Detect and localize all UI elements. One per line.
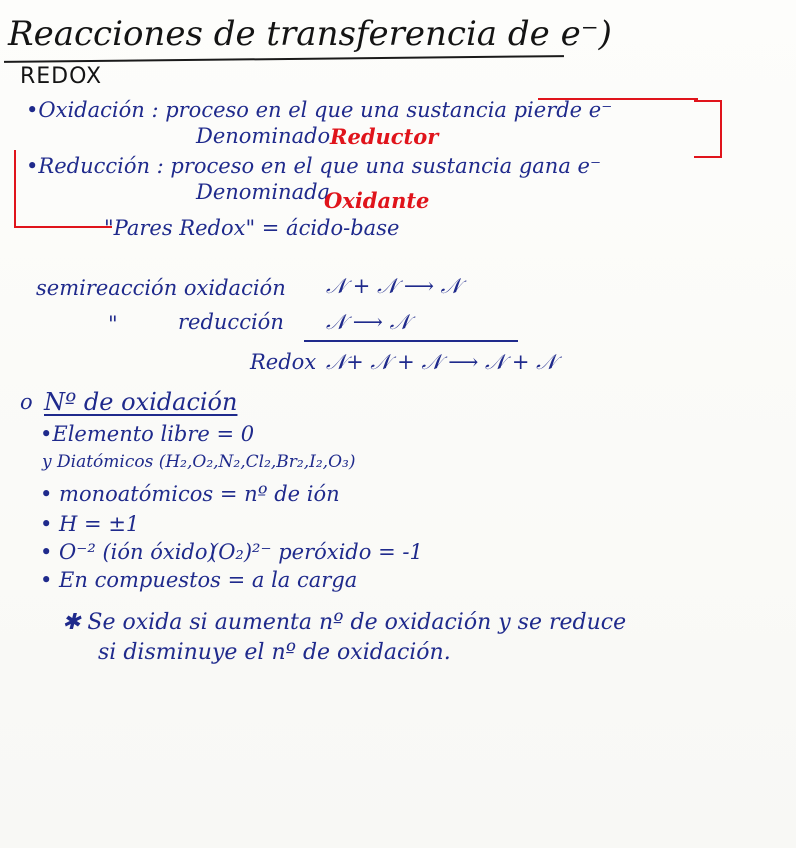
rule-oxide: • O⁻² (ión óxido)	[40, 540, 216, 564]
redox-pairs: "Pares Redox" = ácido-base	[104, 216, 400, 240]
rule-hydrogen: • H = ±1	[40, 512, 140, 536]
semireaction-oxidation-equation: 𝒩 + 𝒩 ⟶ 𝒩	[326, 274, 461, 298]
rule-free-element: •Elemento libre = 0	[40, 422, 255, 446]
reduction-definition: •Reducción : proceso en el que una sustancia gana e⁻	[26, 154, 602, 178]
sum-line	[304, 340, 518, 342]
oxidation-bracket-top	[538, 98, 698, 100]
note-line-2: si disminuye el nº de oxidación.	[98, 640, 451, 665]
reduction-bracket	[14, 150, 112, 228]
oxidation-agent-name: Reductor	[330, 124, 439, 149]
semireaction-reduction-equation: 𝒩 ⟶ 𝒩	[326, 310, 410, 334]
section-subtitle: REDOX	[20, 64, 103, 89]
semireaction-reduction-label: reducción	[178, 310, 284, 334]
redox-total-equation: 𝒩+ 𝒩 + 𝒩 ⟶ 𝒩 + 𝒩	[326, 350, 557, 374]
oxidation-bracket	[694, 100, 722, 158]
page-title: Reacciones de transferencia de e⁻)	[8, 14, 612, 54]
reduction-agent-name: Oxidante	[324, 188, 430, 213]
rule-compounds: • En compuestos = a la carga	[40, 568, 358, 592]
rule-diatomic: y Diatómicos (H₂,O₂,N₂,Cl₂,Br₂,I₂,O₃)	[42, 452, 356, 472]
title-underline	[4, 55, 564, 63]
oxidation-denominated: Denominado	[196, 124, 331, 148]
oxidation-definition: •Oxidación : proceso en el que una sustancia pierde e⁻	[26, 98, 613, 122]
note-line-1: ✱ Se oxida si aumenta nº de oxidación y se reduce	[62, 610, 627, 635]
redox-total-label: Redox	[250, 350, 317, 374]
reduction-denominated: Denominada	[196, 180, 331, 204]
oxidation-numbers-bullet: o	[20, 390, 33, 414]
rule-monatomic: • monoatómicos = nº de ión	[40, 482, 340, 506]
semireaction-oxidation-label: semireacción oxidación	[36, 276, 286, 300]
ditto-mark: "	[108, 312, 118, 336]
oxidation-numbers-heading: Nº de oxidación	[44, 388, 238, 416]
rule-peroxide: (O₂)²⁻ peróxido = -1	[210, 540, 423, 564]
